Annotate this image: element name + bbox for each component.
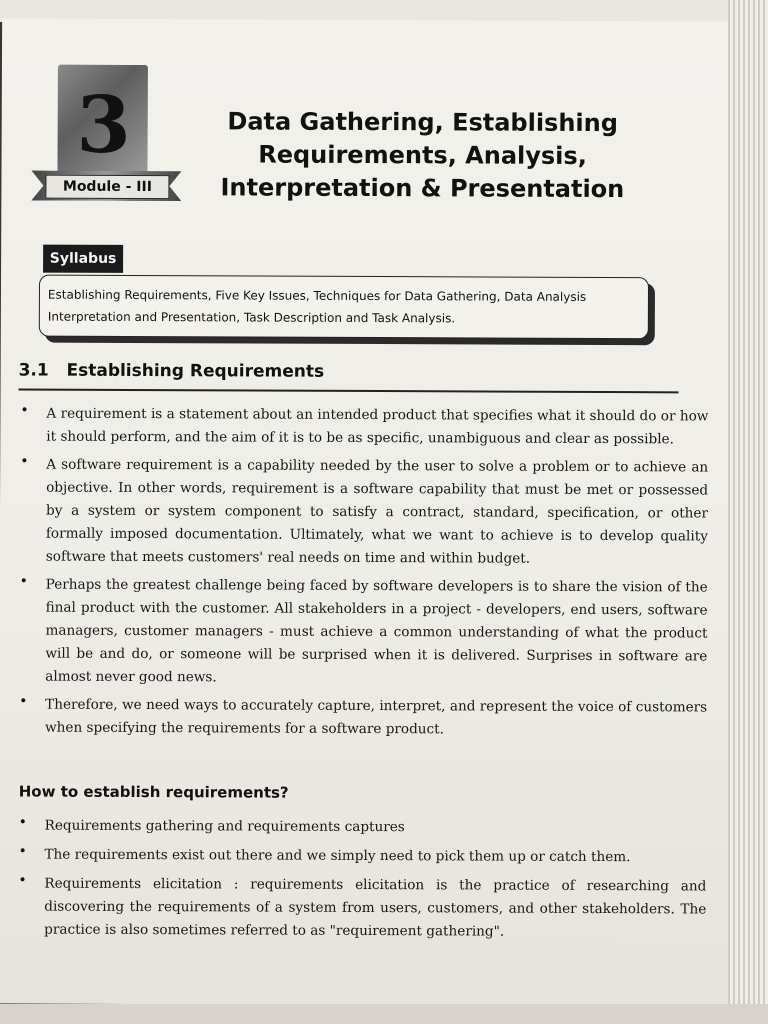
syllabus-box bbox=[39, 275, 649, 340]
section-divider bbox=[19, 388, 679, 392]
background-bottom bbox=[0, 1004, 768, 1024]
bullet-icon: • bbox=[20, 453, 29, 470]
bullet-text: Therefore, we need ways to accurately capture, interpret, and represent the voice of customers when specifying the requirements for a software product. bbox=[45, 696, 708, 738]
bullet-text: A requirement is a statement about an intended product that specifies what it should do or how it should perform, and the aim of it is to be as specific, unambiguous and clear as possible. bbox=[46, 405, 709, 448]
bullet-text: A software requirement is a capability needed by the user to solve a problem or to achieve an objective. In other words, requirement is a software capability that must be met or possessed by a system or system component to satisfy a contract, standard, specification, or other formally imposed documentation. Ultimately, what we want to achieve is to develop quality software that meets customers' real needs on time and within budget. bbox=[45, 456, 709, 567]
bullet-icon: • bbox=[20, 402, 29, 419]
subsection-bullet-list bbox=[16, 814, 707, 950]
book-page bbox=[0, 18, 737, 1006]
list-item bbox=[17, 693, 707, 742]
syllabus-text: Establishing Requirements, Five Key Issues, Techniques for Data Gathering, Data Analysis Interpretation and Presentation, Task Description and Task Analysis. bbox=[47, 287, 587, 326]
bullet-text: The requirements exist out there and we simply need to pick them up or catch them. bbox=[44, 846, 631, 866]
list-item bbox=[18, 402, 708, 451]
section-title: Establishing Requirements bbox=[66, 360, 325, 382]
list-item bbox=[16, 843, 706, 869]
list-item bbox=[18, 453, 708, 571]
bullet-icon: • bbox=[18, 843, 27, 860]
list-item bbox=[17, 573, 707, 691]
bullet-text: Requirements elicitation : requirements elicitation is the practice of researching and discovering the requirements of a system from users, customers, and other stakeholders. The practice is also sometimes referred to as "requirement gathering". bbox=[44, 875, 707, 940]
chapter-title: Data Gathering, Establishing Requirements, Analysis, Interpretation & Presentation bbox=[220, 107, 625, 204]
page-stack-edge bbox=[728, 0, 768, 1024]
section-number: 3.1 bbox=[18, 360, 49, 381]
syllabus-label: Syllabus bbox=[43, 245, 123, 273]
bullet-text: Requirements gathering and requirements captures bbox=[44, 817, 405, 836]
section-heading bbox=[19, 360, 325, 381]
section-bullet-list bbox=[17, 402, 708, 747]
bullet-icon: • bbox=[19, 573, 28, 590]
chapter-number: 3 bbox=[76, 79, 132, 171]
bullet-icon: • bbox=[19, 693, 28, 710]
list-item bbox=[16, 872, 706, 944]
list-item bbox=[17, 814, 707, 840]
bullet-icon: • bbox=[18, 872, 27, 889]
subsection-heading: How to establish requirements? bbox=[18, 782, 289, 802]
module-ribbon bbox=[31, 171, 181, 202]
module-label: Module - III bbox=[45, 175, 169, 200]
bullet-text: Perhaps the greatest challenge being faced by software developers is to share the vision of the final product with the customer. All stakeholders in a project - developers, end users, software managers, customer managers - must achieve a common understanding of what the product will be and do, or someone will be surprised when it is delivered. Surprises in software are almost never good news. bbox=[45, 576, 708, 686]
bullet-icon: • bbox=[18, 814, 27, 831]
